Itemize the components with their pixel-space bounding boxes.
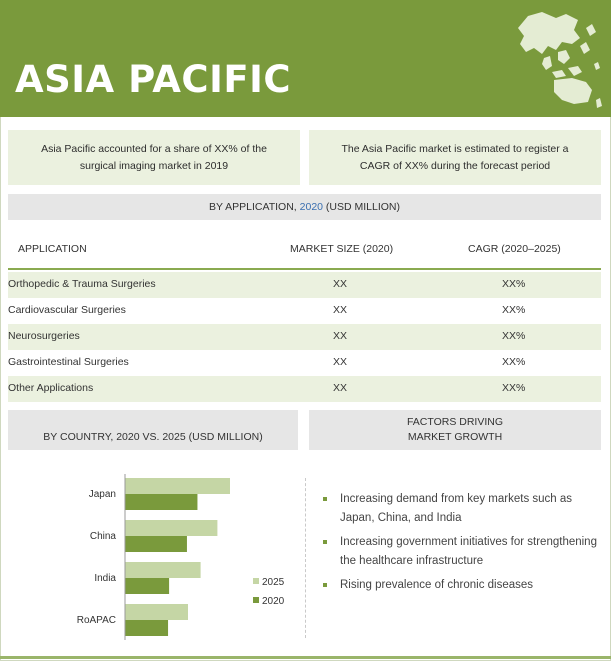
factor-text: Increasing demand from key markets such as Japan, China, and India <box>340 493 573 524</box>
bullet-icon <box>323 583 327 587</box>
summary-cagr-text: The Asia Pacific market is estimated to register a CAGR of XX% during the forecast period <box>341 142 569 172</box>
column-header-application: APPLICATION <box>18 243 87 255</box>
application-title-year: 2020 <box>299 201 323 213</box>
bar-2025-india <box>125 562 201 578</box>
bullet-icon <box>323 497 327 501</box>
factor-item <box>320 533 600 571</box>
bar-2020-japan <box>125 494 197 510</box>
factor-text: Rising prevalence of chronic diseases <box>340 579 534 591</box>
cell-application: Cardiovascular Surgeries <box>8 304 126 316</box>
category-label: Japan <box>88 489 116 500</box>
category-label: RoAPAC <box>76 615 116 626</box>
cell-cagr: XX% <box>502 304 526 316</box>
bar-2020-roapac <box>125 620 168 636</box>
category-label: India <box>94 573 116 584</box>
factors-list <box>320 490 600 600</box>
summary-share-text: Asia Pacific accounted for a share of XX% of the surgical imaging market in 2019 <box>41 142 267 172</box>
cell-market-size: XX <box>333 356 348 368</box>
cell-application: Gastrointestinal Surgeries <box>8 356 129 368</box>
cell-application: Other Applications <box>8 382 94 394</box>
factor-item <box>320 576 600 595</box>
cell-cagr: XX% <box>502 356 526 368</box>
column-header-cagr: CAGR (2020–2025) <box>468 243 561 255</box>
bullet-icon <box>323 540 327 544</box>
legend-label-2025: 2025 <box>262 577 285 588</box>
category-label: China <box>89 531 116 542</box>
legend-swatch-2020 <box>253 597 259 603</box>
bar-2025-roapac <box>125 604 188 620</box>
cell-market-size: XX <box>333 382 348 394</box>
footer-rule <box>0 656 611 659</box>
cell-market-size: XX <box>333 330 348 342</box>
page-title: ASIA PACIFIC <box>15 58 292 101</box>
cell-application: Orthopedic & Trauma Surgeries <box>8 278 156 290</box>
bar-2025-china <box>125 520 217 536</box>
bar-2020-china <box>125 536 187 552</box>
factor-item <box>320 490 600 528</box>
bar-2020-india <box>125 578 169 594</box>
section-divider <box>305 478 306 638</box>
cell-cagr: XX% <box>502 382 526 394</box>
application-title-prefix: BY APPLICATION, <box>208 201 300 213</box>
country-title-text: BY COUNTRY, 2020 VS. 2025 (USD MILLION) <box>43 431 263 443</box>
column-header-market-size: MARKET SIZE (2020) <box>290 243 394 255</box>
cell-market-size: XX <box>333 304 348 316</box>
application-title-suffix: (USD MILLION) <box>323 201 401 213</box>
cell-market-size: XX <box>333 278 348 290</box>
factor-text: Increasing government initiatives for strengthening the healthcare infrastructure <box>340 536 597 567</box>
bar-2025-japan <box>125 478 230 494</box>
cell-cagr: XX% <box>502 278 526 290</box>
cell-application: Neurosurgeries <box>8 330 80 342</box>
legend-label-2020: 2020 <box>262 596 285 607</box>
cell-cagr: XX% <box>502 330 526 342</box>
factors-title-text: FACTORS DRIVING MARKET GROWTH <box>406 416 504 443</box>
legend-swatch-2025 <box>253 578 259 584</box>
